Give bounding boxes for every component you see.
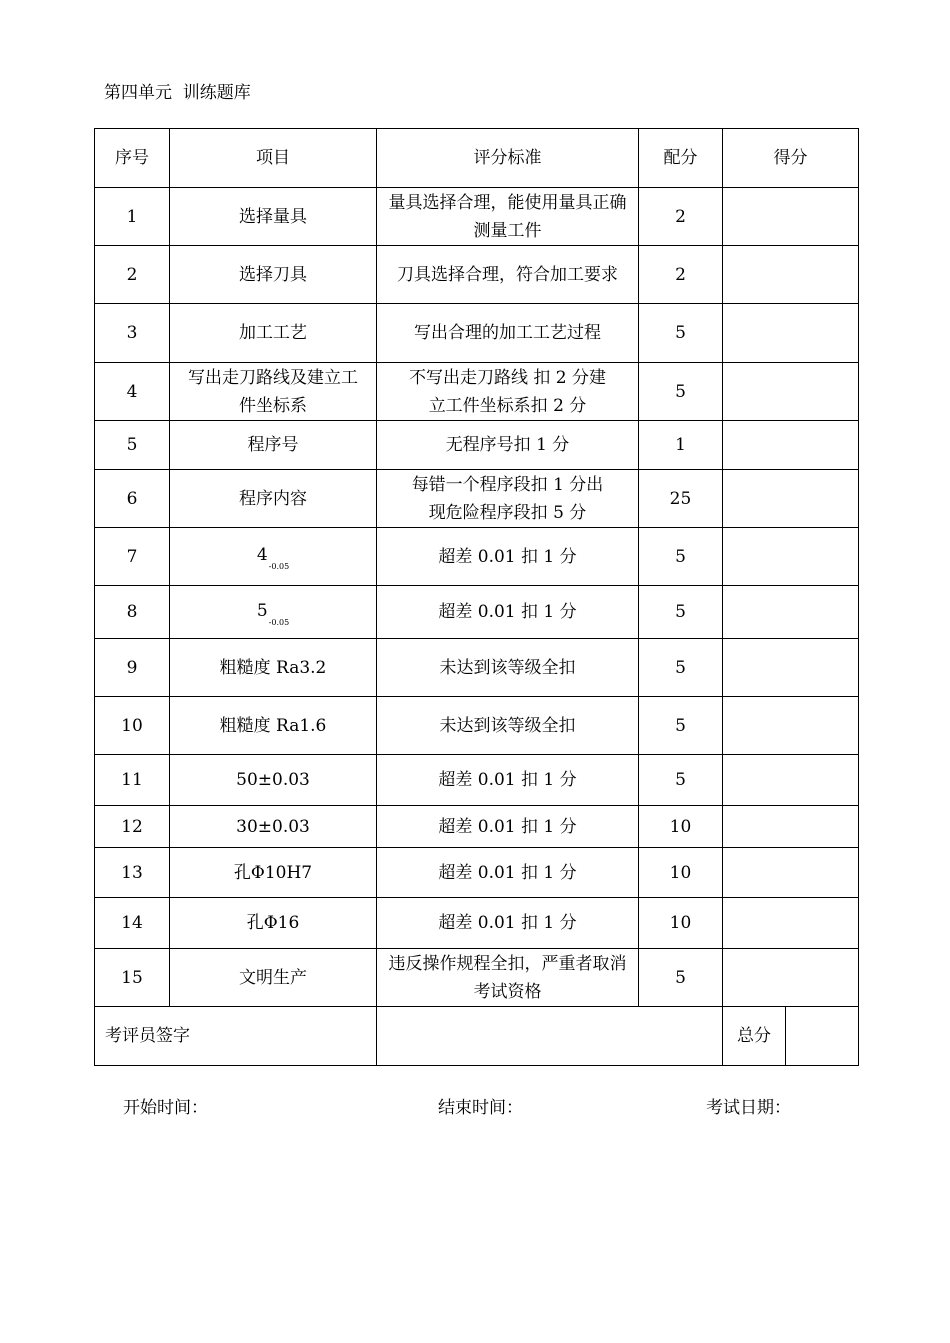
row-score-cell[interactable] [723,304,859,363]
row-points: 5 [639,528,723,586]
row-item: 孔Φ16 [170,898,377,949]
table-row [95,586,859,639]
row-points: 10 [639,848,723,898]
row-score-cell[interactable] [723,898,859,949]
row-item [170,586,377,639]
table-row [95,246,859,304]
table-row [95,755,859,806]
row-item: 选择量具 [170,188,377,246]
row-points: 25 [639,470,723,528]
signature-row [95,1007,859,1066]
table-row [95,639,859,697]
row-no: 5 [95,421,170,470]
table-row [95,363,859,421]
row-score-cell[interactable] [723,697,859,755]
row-score-cell[interactable] [723,949,859,1007]
row-points: 5 [639,304,723,363]
row-score-cell[interactable] [723,639,859,697]
row-no: 8 [95,586,170,639]
total-score-label: 总分 [723,1007,786,1066]
row-points: 5 [639,586,723,639]
row-criteria: 量具选择合理，能使用量具正确测量工件 [377,188,639,246]
row-item: 程序号 [170,421,377,470]
row-item: 粗糙度 Ra1.6 [170,697,377,755]
dimension-tolerance: -0.05 [268,562,290,571]
row-criteria: 每错一个程序段扣 1 分出现危险程序段扣 5 分 [377,470,639,528]
row-score-cell[interactable] [723,528,859,586]
row-no: 14 [95,898,170,949]
row-item: 程序内容 [170,470,377,528]
row-score-cell[interactable] [723,848,859,898]
row-points: 5 [639,639,723,697]
row-item: 文明生产 [170,949,377,1007]
row-no: 6 [95,470,170,528]
table-row [95,806,859,848]
dimension-value: 5 [256,600,268,621]
row-score-cell[interactable] [723,806,859,848]
row-no: 4 [95,363,170,421]
table-row [95,848,859,898]
row-no: 11 [95,755,170,806]
row-item: 写出走刀路线及建立工件坐标系 [170,363,377,421]
exam-date-label: 考试日期： [706,1098,791,1118]
dimension-value: 4 [256,545,268,565]
row-item: 30±0.03 [170,806,377,848]
row-criteria: 超差 0.01 扣 1 分 [377,848,639,898]
row-no: 3 [95,304,170,363]
header-points: 配分 [639,129,723,188]
row-no: 12 [95,806,170,848]
row-criteria: 刀具选择合理，符合加工要求 [377,246,639,304]
table-row [95,188,859,246]
row-item: 加工工艺 [170,304,377,363]
row-criteria: 未达到该等级全扣 [377,639,639,697]
row-criteria: 无程序号扣 1 分 [377,421,639,470]
row-score-cell[interactable] [723,586,859,639]
header-item: 项目 [170,129,377,188]
header-row [95,129,859,188]
table-row [95,697,859,755]
start-time-label: 开始时间： [123,1098,208,1118]
row-score-cell[interactable] [723,421,859,470]
row-item: 选择刀具 [170,246,377,304]
header-score: 得分 [723,129,859,188]
row-score-cell[interactable] [723,755,859,806]
row-criteria: 违反操作规程全扣，严重者取消考试资格 [377,949,639,1007]
scoring-table [94,128,859,1066]
row-criteria: 未达到该等级全扣 [377,697,639,755]
document-title: 第四单元 训练题库 [104,83,251,103]
table-row [95,528,859,586]
end-time-label: 结束时间： [438,1098,523,1118]
row-criteria: 超差 0.01 扣 1 分 [377,528,639,586]
row-score-cell[interactable] [723,188,859,246]
row-item [170,528,377,586]
row-points: 5 [639,363,723,421]
table-row [95,470,859,528]
row-points: 2 [639,246,723,304]
row-no: 1 [95,188,170,246]
row-score-cell[interactable] [723,246,859,304]
row-no: 15 [95,949,170,1007]
row-points: 10 [639,898,723,949]
total-score-cell[interactable] [786,1007,859,1066]
row-criteria: 超差 0.01 扣 1 分 [377,755,639,806]
header-no: 序号 [95,129,170,188]
row-criteria: 超差 0.01 扣 1 分 [377,586,639,639]
table-row [95,898,859,949]
row-score-cell[interactable] [723,470,859,528]
examiner-signature-cell[interactable] [377,1007,723,1066]
row-item: 50±0.03 [170,755,377,806]
row-score-cell[interactable] [723,363,859,421]
examiner-signature-label: 考评员签字 [95,1007,377,1066]
row-points: 2 [639,188,723,246]
row-points: 5 [639,755,723,806]
row-criteria: 不写出走刀路线 扣 2 分建立工件坐标系扣 2 分 [377,363,639,421]
row-no: 7 [95,528,170,586]
table-row [95,949,859,1007]
row-criteria: 写出合理的加工工艺过程 [377,304,639,363]
row-points: 5 [639,949,723,1007]
row-no: 13 [95,848,170,898]
row-points: 1 [639,421,723,470]
row-points: 10 [639,806,723,848]
table-row [95,421,859,470]
row-item: 孔Φ10H7 [170,848,377,898]
row-no: 10 [95,697,170,755]
row-criteria: 超差 0.01 扣 1 分 [377,898,639,949]
row-criteria: 超差 0.01 扣 1 分 [377,806,639,848]
header-criteria: 评分标准 [377,129,639,188]
row-no: 2 [95,246,170,304]
dimension-tolerance: -0.05 [268,617,290,627]
row-points: 5 [639,697,723,755]
table-row [95,304,859,363]
row-no: 9 [95,639,170,697]
row-item: 粗糙度 Ra3.2 [170,639,377,697]
